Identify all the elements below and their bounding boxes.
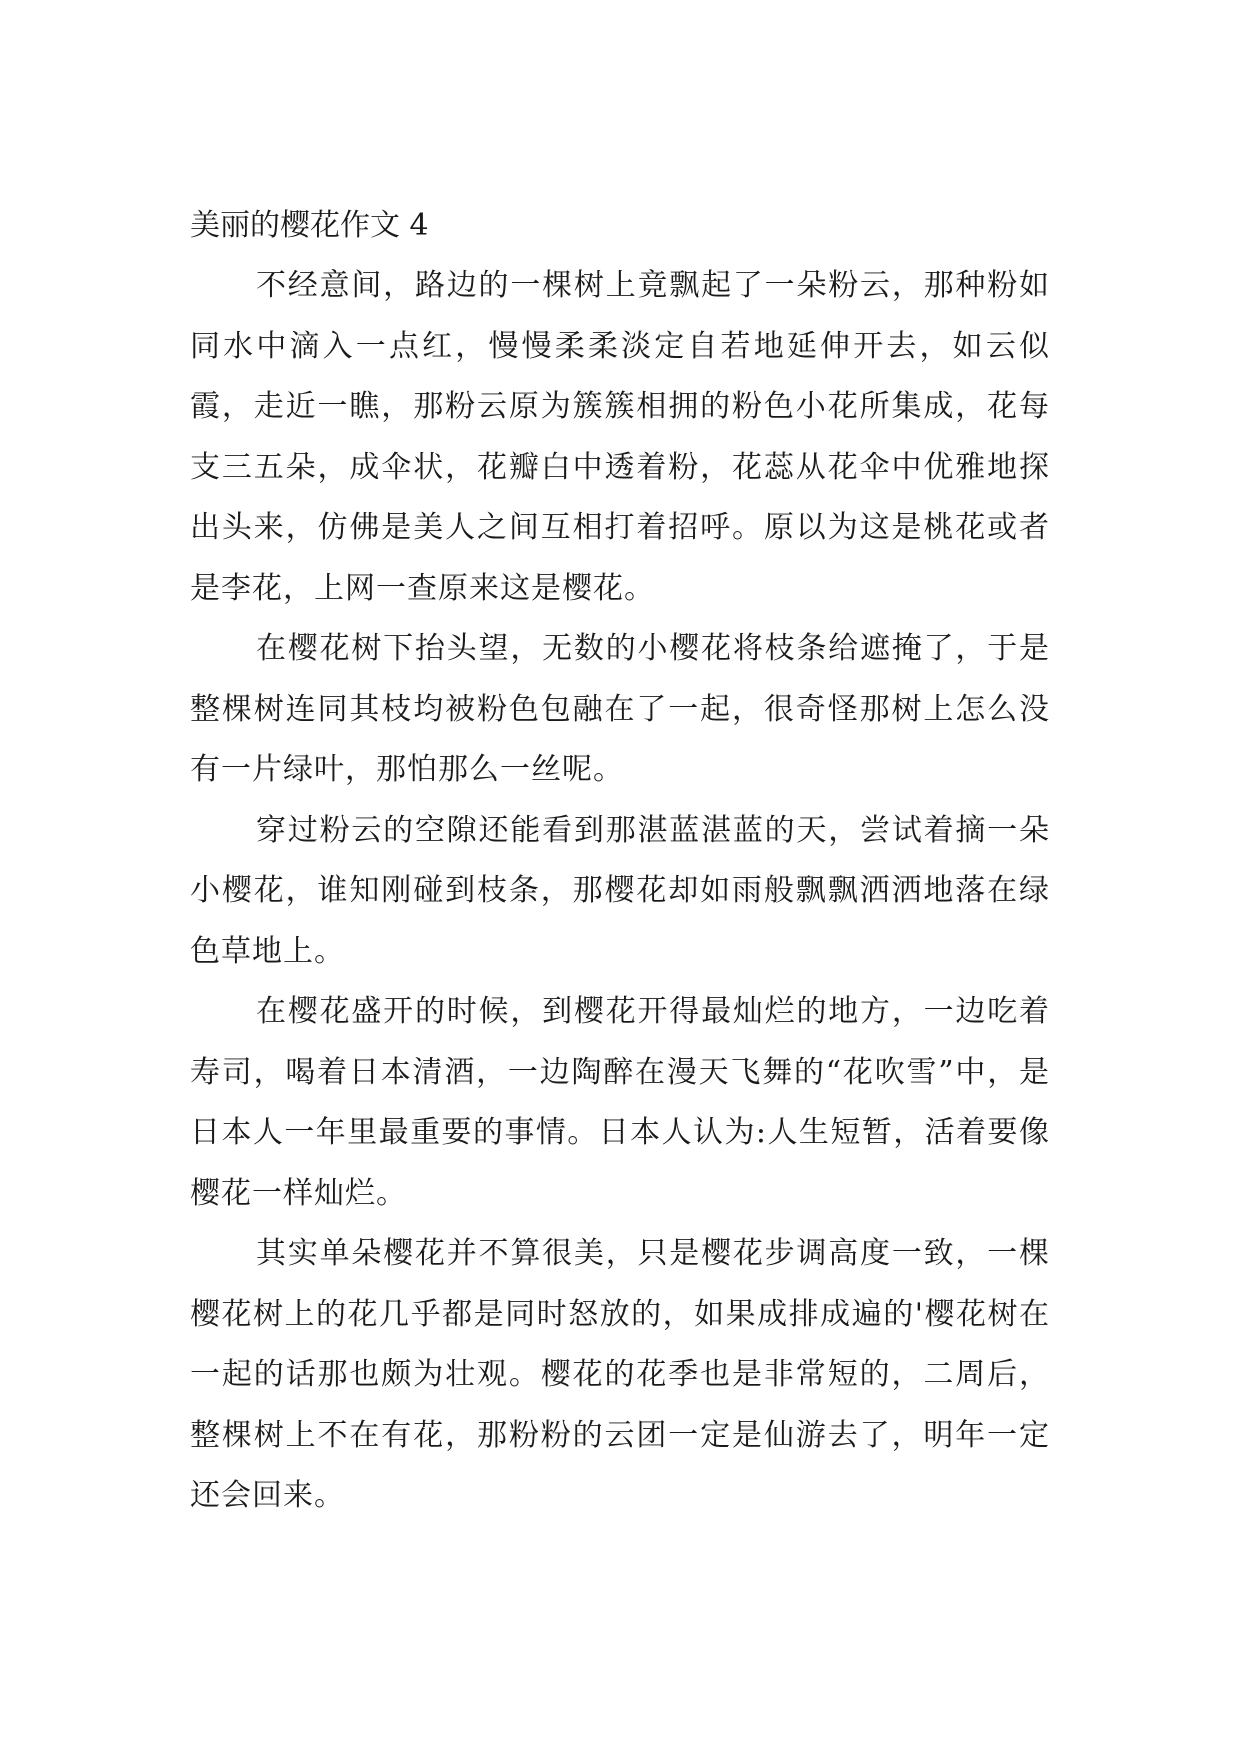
paragraph-2: 在樱花树下抬头望，无数的小樱花将枝条给遮掩了，于是整棵树连同其枝均被粉色包融在了一起，很奇怪那树上怎么没有一片绿叶，那怕那么一丝呢。: [190, 631, 1050, 787]
document-title: 美丽的樱花作文 4: [190, 208, 429, 243]
paragraph-1: 不经意间，路边的一棵树上竟飘起了一朵粉云，那种粉如同水中滴入一点红，慢慢柔柔淡定自若地延伸开去，如云似霞，走近一瞧，那粉云原为簇簇相拥的粉色小花所集成，花每支三五朵，成伞状，花瓣白中透着粉，花蕊从花伞中优雅地探出头来，仿佛是美人之间互相打着招呼。原以为这是桃花或者是李花，上网一查原来这是樱花。: [190, 268, 1050, 606]
document-page: [190, 196, 1050, 1527]
paragraph-4: 在樱花盛开的时候，到樱花开得最灿烂的地方，一边吃着寿司，喝着日本清酒，一边陶醉在漫天飞舞的“花吹雪”中，是日本人一年里最重要的事情。日本人认为:人生短暂，活着要像樱花一样灿烂。: [190, 994, 1050, 1211]
paragraph-3: 穿过粉云的空隙还能看到那湛蓝湛蓝的天，尝试着摘一朵小樱花，谁知刚碰到枝条，那樱花却如雨般飘飘洒洒地落在绿色草地上。: [190, 812, 1050, 969]
paragraph-5: 其实单朵樱花并不算很美，只是樱花步调高度一致，一棵樱花树上的花几乎都是同时怒放的，如果成排成遍的'樱花树在一起的话那也颇为壮观。樱花的花季也是非常短的，二周后，整棵树上不在有花，那粉粉的云团一定是仙游去了，明年一定还会回来。: [190, 1236, 1050, 1513]
